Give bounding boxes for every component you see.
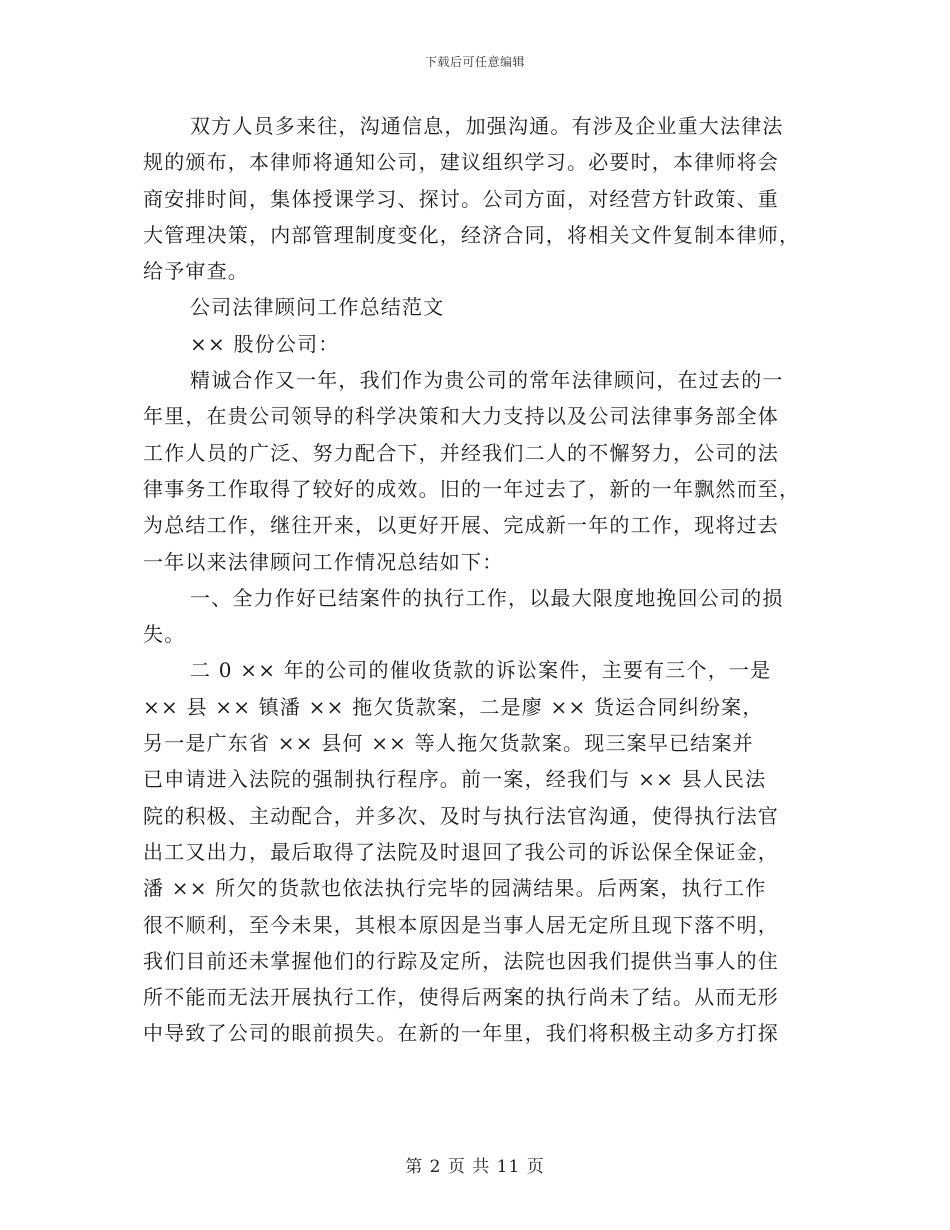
text-line: 年里，在贵公司领导的科学决策和大力支持以及公司法律事务部全体 [143,404,779,429]
text-line: 院的积极、主动配合，并多次、及时与执行法官沟通，使得执行法官 [143,803,779,828]
page-header-note: 下载后可任意编辑 [424,55,525,69]
text-line: 失。 [143,622,186,647]
section-title: 公司法律顾问工作总结范文 [190,295,445,320]
text-line: ×× 县 ×× 镇潘 ×× 拖欠货款案，二是廖 ×× 货运合同纠纷案， [143,694,764,719]
text-line: 商安排时间，集体授课学习、探讨。公司方面，对经营方针政策、重 [143,186,779,211]
text-line: 二 0 ×× 年的公司的催收货款的诉讼案件，主要有三个，一是 [190,658,772,683]
text-line: 所不能而无法开展执行工作，使得后两案的执行尚未了结。从而无形 [143,985,779,1010]
salutation: ×× 股份公司： [190,331,340,356]
text-line: 工作人员的广泛、努力配合下，并经我们二人的不懈努力，公司的法 [143,440,779,465]
section-heading: 一、全力作好已结案件的执行工作，以最大限度地挽回公司的损 [190,585,784,610]
text-line: 规的颁布，本律师将通知公司，建议组织学习。必要时，本律师将会 [143,150,779,175]
text-line: 给予审查。 [143,259,249,284]
text-line: 中导致了公司的眼前损失。在新的一年里，我们将积极主动多方打探 [143,1021,779,1046]
text-line: 潘 ×× 所欠的货款也依法执行完毕的园满结果。后两案，执行工作 [143,876,767,901]
text-line: 为总结工作，继往开来，以更好开展、完成新一年的工作，现将过去 [143,513,779,538]
document-body [143,108,808,1052]
text-line: 精诚合作又一年，我们作为贵公司的常年法律顾问，在过去的一 [190,368,784,393]
text-line: 另一是广东省 ×× 县何 ×× 等人拖欠货款案。现三案早已结案并 [143,731,754,756]
text-line: 双方人员多来往，沟通信息，加强沟通。有涉及企业重大法律法 [190,114,784,138]
text-line: 我们目前还未掌握他们的行踪及定所，法院也因我们提供当事人的住 [143,948,779,973]
text-line: 出工又出力，最后取得了法院及时退回了我公司的诉讼保全保证金， [143,839,779,864]
text-line: 一年以来法律顾问工作情况总结如下： [143,549,504,574]
text-line: 很不顺利，至今未果，其根本原因是当事人居无定所且现下落不明， [143,912,779,937]
page-number: 第 2 页 共 11 页 [405,1157,545,1177]
text-line: 已申请进入法院的强制执行程序。前一案，经我们与 ×× 县人民法 [143,767,767,792]
text-line: 大管理决策，内部管理制度变化，经济合同，将相关文件复制本律师， [143,222,801,247]
text-line: 律事务工作取得了较好的成效。旧的一年过去了，新的一年飘然而至， [143,476,801,501]
